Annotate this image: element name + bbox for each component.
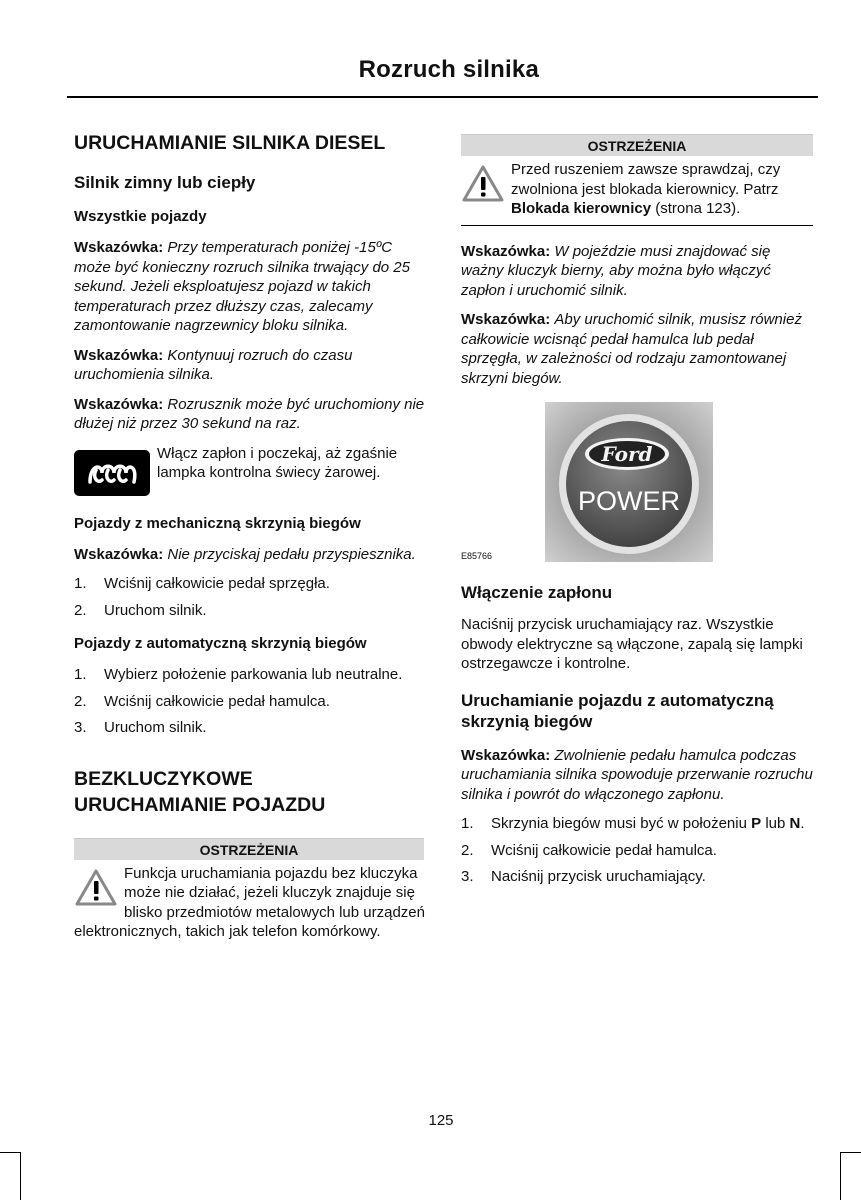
- warning-box: [74, 864, 426, 942]
- glow-plug-icon: [74, 450, 150, 496]
- warning-triangle-icon: [74, 868, 118, 908]
- step-text: Uruchom silnik.: [104, 601, 207, 619]
- warning-text: Funkcja uruchamiania pojazdu bez kluczyka może nie działać, jeżeli kluczyk znajduje się blisko przedmiotów metalowych lub urządzeń elektronicznych, takich jak telefon komórkowy.: [74, 864, 425, 940]
- note-text: Przy temperaturach poniżej -15ºC może być konieczny rozruch silnika trwający do 25 sekund. Jeżeli eksploatujesz pojazd w takich temperaturach przez dłuższy czas, zalecamy zamontowanie nagrzewnicy bloku silnika.: [74, 239, 410, 334]
- list-item: [461, 814, 813, 834]
- power-button-image: [545, 402, 713, 562]
- warning-link-steering-lock: Blokada kierownicy: [511, 200, 652, 217]
- warning-page-ref: (strona 123).: [655, 200, 741, 217]
- ford-logo-text: Ford: [601, 442, 653, 466]
- heading-cold-warm: Silnik zimny lub ciepły: [74, 173, 256, 192]
- warning-header: OSTRZEŻENIA: [74, 838, 424, 860]
- note-text: W pojeździe musi znajdować się ważny kluczyk bierny, aby można było włączyć zapłon i uruchomić silnik.: [461, 242, 771, 299]
- note-label: Wskazówka:: [461, 311, 551, 328]
- note-label: Wskazówka:: [74, 545, 164, 563]
- heading-keyless: BEZKLUCZYKOWE URUCHAMIANIE POJAZDU: [74, 767, 326, 816]
- note-label: Wskazówka:: [74, 346, 164, 364]
- note-press-pedal: [461, 310, 813, 388]
- crop-mark: [840, 1152, 841, 1200]
- note-text: Zwolnienie pedału hamulca podczas uruchamiania silnika spowoduje przerwanie rozruchu silnika i powrót do włączonego zapłonu.: [461, 746, 813, 803]
- step-text: Wybierz położenie parkowania lub neutralne.: [104, 666, 403, 683]
- heading-all-vehicles: Wszystkie pojazdy: [74, 208, 207, 225]
- list-item: [74, 692, 426, 712]
- note-brake-release: [461, 746, 813, 805]
- step-number: 2.: [461, 841, 474, 859]
- crop-mark: [840, 1152, 861, 1153]
- step-text: Naciśnij przycisk uruchamiający.: [491, 868, 706, 885]
- step-text: Wciśnij całkowicie pedał hamulca.: [104, 692, 330, 710]
- power-button-figure: [461, 402, 813, 572]
- note-text: Rozrusznik może być uruchomiony nie dłużej niż przez 30 sekund na raz.: [74, 395, 425, 432]
- note-label: Wskazówka:: [461, 746, 551, 764]
- left-column: [74, 130, 426, 942]
- heading-diesel: URUCHAMIANIE SILNIKA DIESEL: [74, 132, 386, 154]
- warning-triangle-icon: [461, 164, 505, 204]
- list-item: [74, 665, 426, 685]
- step-number: 1.: [461, 815, 474, 832]
- step-number: 3.: [74, 719, 87, 736]
- glow-plug-text: Włącz zapłon i poczekaj, aż zgaśnie lampka kontrolna świecy żarowej.: [157, 444, 398, 481]
- page-number: 125: [428, 1112, 454, 1129]
- heading-auto-start: Uruchamianie pojazdu z automatyczną skrzynią biegów: [461, 690, 774, 731]
- crop-mark: [20, 1152, 21, 1200]
- note-text: Nie przyciskaj pedału przyspiesznika.: [167, 545, 416, 563]
- step-number: 1.: [74, 666, 87, 683]
- step-number: 2.: [74, 601, 87, 619]
- auto-steps-list: [74, 665, 426, 738]
- gear-n: N: [789, 815, 801, 832]
- page-title: Rozruch silnika: [358, 56, 539, 83]
- glow-plug-instruction: [74, 444, 426, 496]
- crop-mark: [0, 1152, 20, 1153]
- note-no-accelerator: [74, 545, 426, 565]
- note-temperature: [74, 238, 426, 336]
- step-text: Skrzynia biegów musi być w położeniu: [491, 815, 747, 832]
- header-rule: [67, 96, 818, 98]
- step-text: Wciśnij całkowicie pedał hamulca.: [491, 841, 717, 859]
- heading-ignition-on: Włączenie zapłonu: [461, 583, 613, 602]
- step-number: 2.: [74, 692, 87, 710]
- ignition-text: Naciśnij przycisk uruchamiający raz. Wszystkie obwody elektryczne są włączone, zapalą się lampki ostrzegawcze i kontrolne.: [461, 616, 803, 672]
- warning-box: [461, 160, 813, 219]
- note-label: Wskazówka:: [74, 239, 164, 256]
- list-item: [74, 718, 426, 738]
- warning-header: OSTRZEŻENIA: [461, 134, 813, 156]
- step-number: 3.: [461, 868, 474, 885]
- step-text: Uruchom silnik.: [104, 719, 207, 736]
- note-text: Kontynuuj rozruch do czasu uruchomienia silnika.: [74, 346, 353, 383]
- gear-p: P: [751, 815, 762, 832]
- heading-auto-gearbox: Pojazdy z automatyczną skrzynią biegów: [74, 635, 367, 652]
- warning-text: Przed ruszeniem zawsze sprawdzaj, czy zwolniona jest blokada kierownicy. Patrz: [511, 161, 781, 198]
- power-label: POWER: [577, 486, 681, 516]
- step-number: 1.: [74, 575, 87, 592]
- step-text: Wciśnij całkowicie pedał sprzęgła.: [104, 575, 330, 592]
- warning-rule: [461, 225, 813, 226]
- note-starter-limit: [74, 395, 426, 434]
- note-label: Wskazówka:: [461, 242, 551, 260]
- list-item: [461, 841, 813, 861]
- list-item: [461, 867, 813, 887]
- auto-start-steps-list: [461, 814, 813, 887]
- note-continue-cranking: [74, 346, 426, 385]
- note-text: Aby uruchomić silnik, musisz również całkowicie wcisnąć pedał hamulca lub pedał sprzęgła, w zależności od rodzaju zamontowanej skrzyni biegów.: [461, 311, 802, 387]
- step-text-dot: .: [800, 815, 805, 832]
- step-text-or: lub: [765, 815, 786, 832]
- note-passive-key: [461, 242, 813, 301]
- list-item: [74, 574, 426, 594]
- heading-manual-gearbox: Pojazdy z mechaniczną skrzynią biegów: [74, 514, 361, 532]
- note-label: Wskazówka:: [74, 395, 164, 413]
- image-code: E85766: [461, 551, 493, 561]
- right-column: [461, 134, 813, 897]
- list-item: [74, 601, 426, 621]
- manual-steps-list: [74, 574, 426, 620]
